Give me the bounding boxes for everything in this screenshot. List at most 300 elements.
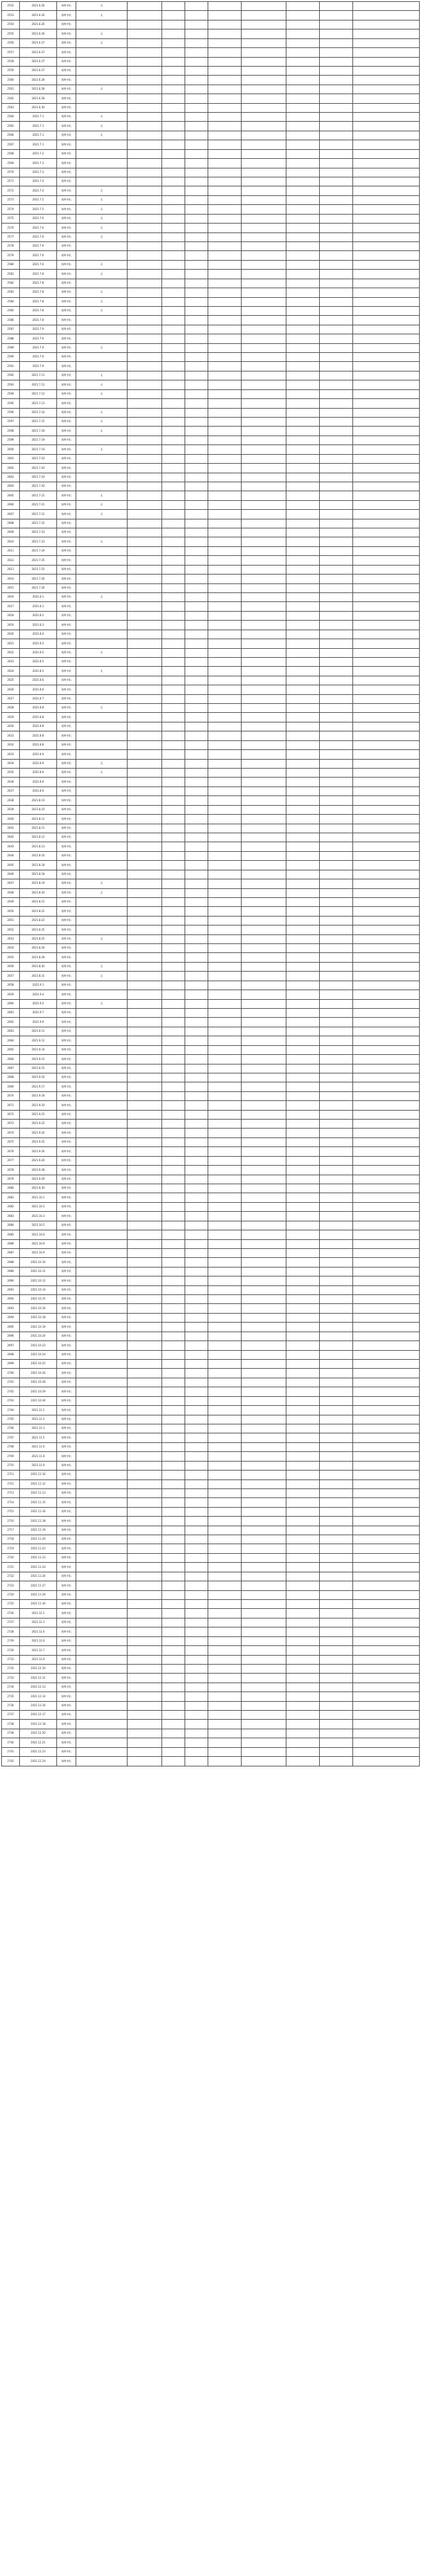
cell-remark [353,1674,420,1683]
cell-model: 无 [76,445,128,454]
cell-status [286,1433,320,1442]
cell-no: 2559 [2,66,20,75]
cell-kind [185,1480,208,1488]
cell-status [286,445,320,454]
cell-status [286,962,320,971]
cell-result [320,11,353,20]
cell-no: 2692 [2,1295,20,1304]
cell-status [286,648,320,657]
cell-remark [353,1267,420,1276]
cell-result [320,1711,353,1720]
table-row [2,999,420,1008]
cell-serial [208,29,242,38]
cell-code [242,694,286,703]
cell-model [76,713,128,722]
cell-date: 2021.8.5 [20,648,57,657]
cell-model [76,676,128,685]
cell-date: 2021.12.9 [20,1655,57,1664]
cell-kind [185,851,208,860]
cell-no: 2581 [2,270,20,279]
cell-result [320,1332,353,1341]
cell-model [76,316,128,325]
cell-serial [208,1230,242,1239]
cell-result [320,1073,353,1082]
cell-serial [208,934,242,943]
cell-model [76,159,128,168]
table-row [2,232,420,241]
cell-unit: 刑所中队 [57,306,76,315]
cell-result [320,1729,353,1738]
cell-code [242,362,286,371]
cell-result [320,48,353,57]
cell-serial [208,1664,242,1673]
cell-unit: 刑所中队 [57,1323,76,1332]
cell-type [128,685,162,694]
cell-remark [353,639,420,648]
cell-color [162,1636,185,1645]
cell-kind [185,519,208,528]
cell-code [242,1184,286,1193]
cell-serial [208,1064,242,1073]
cell-serial [208,454,242,463]
cell-unit: 刑所中队 [57,546,76,555]
cell-model: 无 [76,593,128,602]
cell-remark [353,186,420,195]
cell-color [162,1701,185,1710]
cell-unit: 刑所中队 [57,1729,76,1738]
cell-unit: 刑所中队 [57,1202,76,1211]
cell-code [242,1480,286,1488]
cell-model [76,824,128,833]
cell-unit: 刑所中队 [57,1073,76,1082]
cell-serial [208,1258,242,1267]
cell-result [320,66,353,75]
cell-unit: 刑所中队 [57,1480,76,1488]
cell-color [162,1137,185,1146]
cell-color [162,29,185,38]
cell-kind [185,1350,208,1359]
cell-color [162,1313,185,1322]
cell-kind [185,306,208,315]
cell-code [242,833,286,842]
table-row [2,241,420,250]
cell-color [162,713,185,722]
cell-color [162,778,185,787]
cell-no: 2565 [2,122,20,131]
cell-unit: 刑所中队 [57,57,76,66]
cell-remark [353,1636,420,1645]
cell-serial [208,1572,242,1581]
cell-type [128,1212,162,1221]
cell-model [76,1544,128,1553]
cell-model [76,1618,128,1627]
cell-remark [353,916,420,925]
cell-date: 2021.8.11 [20,824,57,833]
cell-status [286,990,320,999]
cell-kind [185,279,208,288]
cell-status [286,1295,320,1304]
cell-type [128,399,162,408]
cell-status [286,66,320,75]
cell-status [286,500,320,509]
cell-code [242,722,286,731]
cell-result [320,1609,353,1618]
cell-date: 2021.8.7 [20,694,57,703]
cell-unit: 刑所中队 [57,11,76,20]
cell-remark [353,1526,420,1535]
cell-color [162,1535,185,1544]
cell-date: 2021.10.6 [20,1230,57,1239]
table-row [2,1212,420,1221]
cell-serial [208,925,242,934]
cell-type [128,1082,162,1091]
cell-color [162,1341,185,1350]
cell-serial [208,888,242,897]
cell-date: 2021.12.7 [20,1646,57,1655]
cell-status [286,1276,320,1285]
cell-date: 2021.11.3 [20,1424,57,1433]
cell-no: 2652 [2,925,20,934]
cell-serial [208,445,242,454]
cell-unit: 刑所中队 [57,399,76,408]
cell-result [320,371,353,380]
cell-no: 2561 [2,85,20,94]
cell-color [162,214,185,223]
cell-model [76,1285,128,1294]
cell-unit: 刑所中队 [57,972,76,981]
cell-status [286,343,320,352]
cell-result [320,667,353,676]
cell-remark [353,1415,420,1424]
cell-unit: 刑所中队 [57,999,76,1008]
cell-no: 2720 [2,1553,20,1562]
cell-no: 2629 [2,713,20,722]
cell-result [320,685,353,694]
cell-model [76,1646,128,1655]
cell-serial [208,251,242,260]
cell-remark [353,676,420,685]
cell-type [128,1276,162,1285]
cell-model [76,833,128,842]
cell-type [128,740,162,749]
cell-code [242,888,286,897]
cell-date: 2021.6.28 [20,76,57,85]
cell-result [320,851,353,860]
cell-remark [353,1452,420,1461]
cell-type [128,214,162,223]
cell-type [128,38,162,47]
cell-result [320,2,353,11]
cell-no: 2657 [2,972,20,981]
cell-remark [353,1221,420,1230]
cell-model [76,1488,128,1497]
table-row [2,103,420,112]
cell-unit: 刑所中队 [57,1461,76,1470]
cell-color [162,1295,185,1304]
cell-result [320,436,353,444]
cell-no: 2605 [2,491,20,500]
cell-date: 2021.6.27 [20,48,57,57]
cell-kind [185,1258,208,1267]
cell-no: 2687 [2,1248,20,1257]
table-row [2,1664,420,1673]
cell-kind [185,389,208,398]
table-row [2,1323,420,1332]
cell-kind [185,1147,208,1156]
cell-code [242,464,286,473]
cell-code [242,944,286,953]
cell-type [128,833,162,842]
cell-serial [208,113,242,122]
cell-serial [208,1055,242,1064]
cell-date: 2021.10.26 [20,1369,57,1378]
cell-no: 2730 [2,1646,20,1655]
cell-kind [185,824,208,833]
cell-model [76,1184,128,1193]
cell-no: 2727 [2,1618,20,1627]
cell-no: 2694 [2,1313,20,1322]
cell-status [286,1738,320,1747]
cell-model [76,1369,128,1378]
cell-color [162,879,185,888]
cell-date: 2021.8.9 [20,769,57,778]
cell-unit: 刑所中队 [57,916,76,925]
cell-color [162,168,185,177]
cell-serial [208,48,242,57]
cell-result [320,1082,353,1091]
cell-result [320,38,353,47]
cell-result [320,76,353,85]
table-row [2,454,420,463]
cell-remark [353,214,420,223]
cell-remark [353,1627,420,1636]
cell-no: 2673 [2,1120,20,1129]
cell-type [128,427,162,436]
cell-serial [208,1212,242,1221]
cell-remark [353,288,420,297]
cell-no: 2669 [2,1082,20,1091]
cell-model [76,1230,128,1239]
cell-color [162,1323,185,1332]
cell-result [320,602,353,611]
cell-status [286,159,320,168]
cell-result [320,796,353,805]
table-row [2,731,420,740]
cell-serial [208,907,242,916]
cell-status [286,1267,320,1276]
cell-color [162,500,185,509]
cell-no: 2552 [2,2,20,11]
cell-color [162,1618,185,1627]
cell-unit: 刑所中队 [57,1175,76,1184]
cell-no: 2591 [2,362,20,371]
cell-serial [208,815,242,824]
cell-model [76,1073,128,1082]
cell-unit: 刑所中队 [57,879,76,888]
cell-model [76,1055,128,1064]
cell-model: 无 [76,288,128,297]
cell-date: 2021.10.14 [20,1285,57,1294]
cell-status [286,214,320,223]
cell-color [162,1627,185,1636]
cell-type [128,1664,162,1673]
cell-type [128,537,162,546]
cell-date: 2021.12.20 [20,1729,57,1738]
cell-remark [353,473,420,482]
cell-color [162,556,185,565]
cell-no: 2672 [2,1110,20,1119]
cell-unit: 刑所中队 [57,796,76,805]
cell-unit: 刑所中队 [57,464,76,473]
cell-color [162,454,185,463]
cell-date: 2021.12.6 [20,1636,57,1645]
cell-model [76,1175,128,1184]
cell-result [320,1120,353,1129]
table-row [2,1747,420,1756]
cell-unit: 刑所中队 [57,1683,76,1692]
cell-code [242,316,286,325]
cell-no: 2664 [2,1036,20,1045]
table-row [2,1202,420,1211]
cell-remark [353,1488,420,1497]
cell-unit: 刑所中队 [57,380,76,389]
cell-no: 2642 [2,833,20,842]
cell-result [320,1683,353,1692]
cell-remark [353,1461,420,1470]
cell-serial [208,1488,242,1497]
cell-status [286,297,320,306]
cell-color [162,186,185,195]
cell-model [76,1313,128,1322]
table-row [2,1590,420,1599]
cell-type [128,1452,162,1461]
cell-code [242,1129,286,1137]
table-row [2,177,420,186]
cell-status [286,972,320,981]
cell-type [128,759,162,768]
cell-model [76,279,128,288]
cell-unit: 刑所中队 [57,722,76,731]
cell-type [128,103,162,112]
cell-status [286,1627,320,1636]
cell-date: 2021.7.20 [20,473,57,482]
cell-code [242,1018,286,1027]
cell-model [76,1535,128,1544]
cell-result [320,1618,353,1627]
cell-remark [353,232,420,241]
table-row [2,362,420,371]
cell-date: 2021.7.6 [20,214,57,223]
table-row [2,1433,420,1442]
cell-status [286,1248,320,1257]
cell-unit: 刑所中队 [57,1738,76,1747]
cell-serial [208,436,242,444]
cell-kind [185,232,208,241]
cell-kind [185,1526,208,1535]
cell-color [162,371,185,380]
cell-date: 2021.11.27 [20,1581,57,1590]
cell-remark [353,593,420,602]
cell-result [320,362,353,371]
cell-no: 2586 [2,316,20,325]
cell-type [128,2,162,11]
cell-remark [353,306,420,315]
cell-unit: 刑所中队 [57,362,76,371]
cell-status [286,103,320,112]
cell-date: 2021.7.20 [20,454,57,463]
cell-remark [353,510,420,519]
cell-code [242,824,286,833]
table-row [2,371,420,380]
cell-code [242,1692,286,1701]
cell-color [162,1304,185,1313]
cell-date: 2021.8.10 [20,805,57,814]
cell-result [320,556,353,565]
cell-color [162,1544,185,1553]
cell-status [286,1147,320,1156]
cell-unit: 刑所中队 [57,676,76,685]
cell-unit: 刑所中队 [57,667,76,676]
cell-status [286,1442,320,1451]
cell-color [162,565,185,574]
cell-serial [208,778,242,787]
cell-model [76,907,128,916]
cell-result [320,1064,353,1073]
cell-unit: 刑所中队 [57,288,76,297]
cell-no: 2617 [2,602,20,611]
cell-no: 2726 [2,1609,20,1618]
cell-model: 无 [76,427,128,436]
cell-code [242,1036,286,1045]
cell-model [76,76,128,85]
cell-serial [208,38,242,47]
cell-type [128,1350,162,1359]
cell-model: 无 [76,195,128,204]
cell-model [76,251,128,260]
cell-code [242,575,286,583]
cell-status [286,925,320,934]
cell-kind [185,168,208,177]
cell-unit: 刑所中队 [57,833,76,842]
cell-model [76,436,128,444]
cell-status [286,1471,320,1480]
cell-model: 无 [76,85,128,94]
cell-unit: 刑所中队 [57,861,76,870]
cell-status [286,824,320,833]
cell-status [286,639,320,648]
cell-date: 2021.7.6 [20,241,57,250]
cell-kind [185,177,208,186]
cell-type [128,131,162,140]
cell-result [320,1036,353,1045]
cell-date: 2021.9.11 [20,1027,57,1036]
cell-color [162,38,185,47]
cell-no: 2599 [2,436,20,444]
table-row [2,861,420,870]
cell-status [286,556,320,565]
cell-kind [185,270,208,279]
cell-model [76,473,128,482]
cell-no: 2615 [2,583,20,592]
cell-type [128,76,162,85]
cell-status [286,1683,320,1692]
table-row [2,482,420,491]
cell-no: 2558 [2,57,20,66]
table-row [2,519,420,528]
cell-model [76,1082,128,1091]
cell-kind [185,916,208,925]
cell-kind [185,205,208,214]
